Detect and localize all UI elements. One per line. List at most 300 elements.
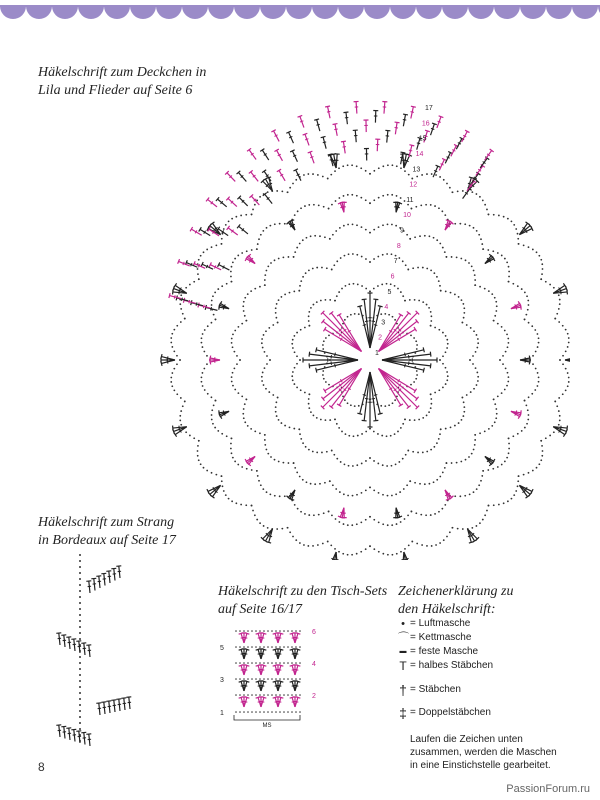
chain-dot xyxy=(237,326,239,328)
chain-dot xyxy=(272,324,274,326)
stitch-bar xyxy=(174,295,175,298)
chain-dot xyxy=(79,662,81,664)
chain-dot xyxy=(276,303,278,305)
chain-dot xyxy=(476,488,478,490)
stitch-cap xyxy=(362,420,367,421)
chain-dot xyxy=(173,350,175,352)
chain-dot xyxy=(317,174,319,176)
chain-dot xyxy=(508,281,510,283)
chain-dot xyxy=(173,329,175,331)
chain-dot xyxy=(503,502,505,504)
chain-dot xyxy=(232,385,234,387)
chain-dot xyxy=(323,340,325,342)
chain-dot xyxy=(446,256,448,258)
stitch-cap xyxy=(279,649,284,650)
stitch-bar xyxy=(403,119,406,120)
scallop xyxy=(104,6,130,19)
chain-dot xyxy=(365,170,367,172)
chain-dot xyxy=(79,602,81,604)
chain-dot xyxy=(474,274,476,276)
chain-dot xyxy=(279,630,281,632)
chain-dot xyxy=(312,451,314,453)
legend-row-doppelstaebchen: ‡ = Doppelstäbchen xyxy=(398,701,598,725)
chain-dot xyxy=(382,254,384,256)
stitch-cap xyxy=(425,130,430,131)
chain-dot xyxy=(541,455,543,457)
chain-dot xyxy=(184,401,186,403)
chain-dot xyxy=(487,469,489,471)
stitch-bar xyxy=(400,157,403,158)
chain-dot xyxy=(465,459,467,461)
chain-dot xyxy=(409,299,411,301)
chain-dot xyxy=(493,320,495,322)
stitch xyxy=(74,639,75,651)
chain-dot xyxy=(439,433,441,435)
legend-title-line-2: den Häkelschrift: xyxy=(398,602,496,617)
chain-dot xyxy=(271,646,273,648)
chain-dot xyxy=(211,304,213,306)
chain-dot xyxy=(416,543,418,545)
chain-dot xyxy=(237,392,239,394)
chain-dot xyxy=(312,268,314,270)
chain-dot xyxy=(502,355,504,357)
chain-dot xyxy=(538,381,540,383)
chain-dot xyxy=(180,397,182,399)
chain-dot xyxy=(360,521,362,523)
stitch-bar xyxy=(417,143,420,144)
chain-dot xyxy=(230,276,232,278)
chain-dot xyxy=(202,372,204,374)
chain-dot xyxy=(392,316,394,318)
chain-dot xyxy=(445,428,447,430)
chain-dot xyxy=(211,322,213,324)
chain-dot xyxy=(538,342,540,344)
chain-dot xyxy=(271,662,273,664)
chain-dot xyxy=(79,620,81,622)
chain-dot xyxy=(382,464,384,466)
chain-dot xyxy=(202,346,204,348)
chain-dot xyxy=(185,431,187,433)
stitch-bar xyxy=(335,364,336,367)
chain-dot xyxy=(536,251,538,253)
chain-dot xyxy=(486,209,488,211)
chain-dot xyxy=(476,347,478,349)
chain-dot xyxy=(384,405,386,407)
chain-dot xyxy=(479,432,481,434)
chain-dot xyxy=(261,342,263,344)
chain-dot xyxy=(461,419,463,421)
chain-dot xyxy=(318,514,320,516)
chain-dot xyxy=(556,313,558,315)
chain-dot xyxy=(314,483,316,485)
chain-dot xyxy=(386,283,388,285)
chain-dot xyxy=(473,449,475,451)
chain-dot xyxy=(431,545,433,547)
chain-dot xyxy=(299,476,301,478)
chain-dot xyxy=(426,268,428,270)
chain-dot xyxy=(296,363,298,365)
chain-dot xyxy=(276,528,278,530)
chain-dot xyxy=(329,480,331,482)
chain-dot xyxy=(235,630,237,632)
chain-dot xyxy=(394,319,396,321)
chain-dot xyxy=(416,370,418,372)
chain-dot xyxy=(79,680,81,682)
chain-dot xyxy=(231,376,233,378)
chain-dot xyxy=(559,303,561,305)
chain-dot xyxy=(310,411,312,413)
chain-dot xyxy=(517,480,519,482)
stitch-cap xyxy=(362,299,367,300)
stitch-cap xyxy=(262,649,267,650)
scallop xyxy=(494,6,520,19)
stitch xyxy=(228,228,238,235)
chain-dot xyxy=(335,488,337,490)
chain-dot xyxy=(416,348,418,350)
chain-dot xyxy=(558,308,560,310)
chain-dot xyxy=(537,346,539,348)
doily-chain-loops xyxy=(170,164,569,555)
chain-dot xyxy=(282,256,284,258)
chain-dot xyxy=(513,224,515,226)
chain-dot xyxy=(201,381,203,383)
watermark: PassionForum.ru xyxy=(506,783,590,795)
chain-dot xyxy=(350,404,352,406)
chain-dot xyxy=(289,292,291,294)
chain-dot xyxy=(310,235,312,237)
chain-dot xyxy=(292,536,294,538)
chain-dot xyxy=(332,484,334,486)
chain-dot xyxy=(300,438,302,440)
chain-dot xyxy=(203,368,205,370)
chain-dot xyxy=(373,519,375,521)
scallop xyxy=(338,6,364,19)
stitch-cap xyxy=(279,665,284,666)
chain-dot xyxy=(246,468,248,470)
chain-dot xyxy=(396,165,398,167)
chain-dot xyxy=(300,511,302,513)
chain-dot xyxy=(517,233,519,235)
chain-dot xyxy=(506,261,508,263)
chain-dot xyxy=(353,435,355,437)
chain-dot xyxy=(382,523,384,525)
stitch xyxy=(251,196,259,205)
chain-dot xyxy=(308,449,310,451)
chain-dot xyxy=(197,450,199,452)
chain-dot xyxy=(351,194,353,196)
stitch xyxy=(74,730,75,742)
chain-dot xyxy=(254,514,256,516)
chain-dot xyxy=(436,479,438,481)
chain-dot xyxy=(451,256,453,258)
chain-dot xyxy=(504,330,506,332)
chain-dot xyxy=(542,450,544,452)
chain-dot xyxy=(403,488,405,490)
chain-dot xyxy=(404,548,406,550)
chain-dot xyxy=(396,553,398,555)
chain-dot xyxy=(465,259,467,261)
cross-icon: † xyxy=(399,682,407,698)
chain-dot xyxy=(79,656,81,658)
chain-dot xyxy=(482,519,484,521)
chain-dot xyxy=(556,405,558,407)
chain-dot xyxy=(538,463,540,465)
chain-dot xyxy=(243,310,245,312)
chain-dot xyxy=(170,381,172,383)
chain-dot xyxy=(294,351,296,353)
chain-dot xyxy=(211,300,213,302)
chain-dot xyxy=(336,260,338,262)
chain-dot xyxy=(79,578,81,580)
chain-dot xyxy=(535,368,537,370)
chain-dot xyxy=(287,711,289,713)
chain-dot xyxy=(541,445,543,447)
stitch xyxy=(109,701,110,713)
chain-dot xyxy=(348,253,350,255)
chain-dot xyxy=(283,630,285,632)
doily-caption-line-1: Häkelschrift zum Deckchen in xyxy=(38,65,207,80)
chain-dot xyxy=(305,272,307,274)
chain-dot xyxy=(494,315,496,317)
chain-dot xyxy=(232,333,234,335)
chain-dot xyxy=(204,389,206,391)
chain-dot xyxy=(316,267,318,269)
chain-dot xyxy=(299,359,301,361)
scallop xyxy=(52,6,78,19)
stitch xyxy=(323,368,362,398)
chain-dot xyxy=(264,284,266,286)
chain-dot xyxy=(474,444,476,446)
stitch-cap xyxy=(439,116,444,118)
chain-dot xyxy=(482,470,484,472)
chain-dot xyxy=(411,511,413,513)
chain-dot xyxy=(231,338,233,340)
chain-dot xyxy=(321,452,323,454)
scallop xyxy=(546,6,572,19)
chain-dot xyxy=(411,178,413,180)
chain-dot xyxy=(413,381,415,383)
chain-dot xyxy=(233,367,235,369)
chain-dot xyxy=(405,454,407,456)
chain-dot xyxy=(388,404,390,406)
chain-dot xyxy=(235,502,237,504)
chain-dot xyxy=(226,283,228,285)
chain-dot xyxy=(428,307,430,309)
chain-dot xyxy=(173,389,175,391)
chain-dot xyxy=(536,467,538,469)
chain-dot xyxy=(434,392,436,394)
stitch-cap xyxy=(411,106,416,107)
chain-dot xyxy=(331,269,333,271)
chain-dot xyxy=(454,495,456,497)
chain-dot xyxy=(348,465,350,467)
chain-dot xyxy=(507,500,509,502)
chain-dot xyxy=(338,197,340,199)
chain-dot xyxy=(239,646,241,648)
chain-dot xyxy=(426,451,428,453)
chain-dot xyxy=(201,376,203,378)
stitch-cap xyxy=(169,293,170,298)
scallop xyxy=(286,6,312,19)
chain-dot xyxy=(438,207,440,209)
stitch xyxy=(355,130,356,142)
chain-dot xyxy=(231,281,233,283)
chain-dot xyxy=(207,393,209,395)
doily-center-star xyxy=(303,293,437,427)
chain-dot xyxy=(469,493,471,495)
chain-dot xyxy=(275,317,277,319)
chain-dot xyxy=(306,481,308,483)
chain-dot xyxy=(274,495,276,497)
chain-dot xyxy=(261,376,263,378)
chain-dot xyxy=(524,319,526,321)
chain-dot xyxy=(459,223,461,225)
chain-dot xyxy=(472,355,474,357)
chain-dot xyxy=(217,430,219,432)
chain-dot xyxy=(473,227,475,229)
chain-dot xyxy=(508,452,510,454)
chain-dot xyxy=(404,200,406,202)
stitch-bar xyxy=(525,359,526,362)
tablesets-row-numbers xyxy=(220,629,316,717)
chain-dot xyxy=(264,367,266,369)
chain-dot xyxy=(264,439,266,441)
chain-dot xyxy=(482,248,484,250)
chain-dot xyxy=(528,322,530,324)
chain-dot xyxy=(558,294,560,296)
chain-dot xyxy=(508,276,510,278)
chain-dot xyxy=(541,263,543,265)
chain-dot xyxy=(477,342,479,344)
chain-dot xyxy=(430,320,432,322)
chain-dot xyxy=(418,419,420,421)
chain-dot xyxy=(225,224,227,226)
chain-dot xyxy=(230,271,232,273)
stitch xyxy=(262,150,268,160)
chain-dot xyxy=(322,348,324,350)
stitch-cap xyxy=(245,665,250,666)
chain-dot xyxy=(473,491,475,493)
chain-dot xyxy=(244,421,246,423)
chain-dot xyxy=(270,456,272,458)
chain-dot xyxy=(228,221,230,223)
stitch-bar xyxy=(440,164,443,165)
stitch-bar xyxy=(203,305,204,308)
stitch xyxy=(79,731,80,743)
stitch xyxy=(104,574,105,586)
stitch-bar xyxy=(305,139,308,140)
chain-dot xyxy=(452,191,454,193)
chain-dot xyxy=(449,531,451,533)
chain-dot xyxy=(373,548,375,550)
stitch-bar xyxy=(363,325,366,326)
chain-dot xyxy=(532,470,534,472)
chain-dot xyxy=(239,662,241,664)
chain-dot xyxy=(297,210,299,212)
chain-dot xyxy=(444,467,446,469)
chain-dot xyxy=(264,444,266,446)
chain-dot xyxy=(300,207,302,209)
chain-dot xyxy=(282,462,284,464)
stitch-bar xyxy=(269,183,272,184)
chain-dot xyxy=(215,319,217,321)
stitch-cap xyxy=(321,136,326,137)
chain-dot xyxy=(215,400,217,402)
chain-dot xyxy=(414,236,416,238)
chain-dot xyxy=(365,460,367,462)
chain-dot xyxy=(79,698,81,700)
chain-dot xyxy=(322,543,324,545)
stitch xyxy=(64,727,65,739)
chain-dot xyxy=(347,402,349,404)
chain-dot xyxy=(259,630,261,632)
chain-dot xyxy=(338,551,340,553)
chain-dot xyxy=(395,493,397,495)
chain-dot xyxy=(279,711,281,713)
chain-dot xyxy=(369,173,371,175)
chain-dot xyxy=(283,678,285,680)
chain-dot xyxy=(245,398,247,400)
chain-dot xyxy=(416,176,418,178)
chain-dot xyxy=(378,226,380,228)
chain-dot xyxy=(463,401,465,403)
chain-dot xyxy=(472,363,474,365)
chain-dot xyxy=(532,249,534,251)
stitch-cap xyxy=(325,106,330,107)
stitch xyxy=(228,198,237,206)
chain-dot xyxy=(247,630,249,632)
stitch xyxy=(370,306,383,348)
stitch-cap xyxy=(262,633,267,634)
chain-dot xyxy=(559,359,561,361)
chain-dot xyxy=(476,372,478,374)
chain-dot xyxy=(343,493,345,495)
chain-dot xyxy=(365,548,367,550)
chain-dot xyxy=(373,258,375,260)
chain-dot xyxy=(424,483,426,485)
chain-dot xyxy=(200,463,202,465)
chain-dot xyxy=(397,431,399,433)
chain-dot xyxy=(79,560,81,562)
chain-dot xyxy=(517,285,519,287)
chain-dot xyxy=(505,351,507,353)
chain-dot xyxy=(351,554,353,556)
stitch-cap xyxy=(357,413,362,414)
chain-dot xyxy=(456,256,458,258)
chain-dot xyxy=(426,545,428,547)
chain-dot xyxy=(338,167,340,169)
stitch-bar xyxy=(327,111,330,112)
chain-dot xyxy=(266,363,268,365)
chain-dot xyxy=(439,176,441,178)
chain-dot xyxy=(170,337,172,339)
stitch-cap xyxy=(296,665,301,666)
stitch xyxy=(69,728,70,740)
chain-dot xyxy=(293,462,295,464)
strand-caption-line-1: Häkelschrift zum Strang xyxy=(38,515,175,530)
stitch-cap xyxy=(357,306,362,307)
stitch xyxy=(309,360,358,366)
chain-dot xyxy=(325,381,327,383)
chain-dot xyxy=(247,662,249,664)
chain-dot xyxy=(398,461,400,463)
chain-dot xyxy=(400,427,402,429)
stitch xyxy=(227,173,235,182)
chain-dot xyxy=(431,173,433,175)
stitch-bar xyxy=(198,264,199,267)
chain-dot xyxy=(291,646,293,648)
chain-dot xyxy=(326,267,328,269)
